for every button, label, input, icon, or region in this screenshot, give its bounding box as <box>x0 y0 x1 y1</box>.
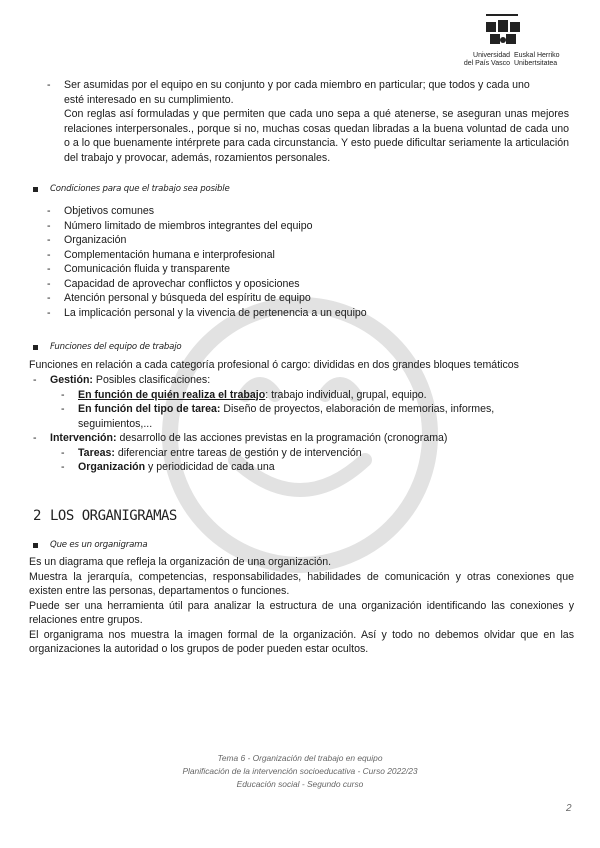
list-item: Complementación humana e interprofesional <box>64 248 275 261</box>
i2-text: y periodicidad de cada una <box>145 461 275 473</box>
footer-line-2: Planificación de la intervención socioeducativa - Curso 2022/23 <box>182 766 418 776</box>
intervencion-sub-item-2 <box>78 460 275 475</box>
list-item: Organización <box>64 234 127 246</box>
list-dash: - <box>33 374 37 386</box>
list-item: Atención personal y búsqueda del espíritu de equipo <box>64 292 311 304</box>
intro-bullet-line2: esté interesado en su cumplimiento. <box>64 93 234 106</box>
list-dash: - <box>61 446 65 459</box>
university-emblem-icon <box>486 18 520 46</box>
organigrama-paragraph-3: Puede ser una herramienta útil para analizar la estructura de una organización identificando las conexiones y relaciones entre grupos. <box>29 599 574 626</box>
intervencion-item <box>50 431 447 446</box>
list-item: Número limitado de miembros integrantes del equipo <box>64 219 313 232</box>
list-dash: - <box>47 306 51 319</box>
intro-bullet-line1: Ser asumidas por el equipo en su conjunto y por cada miembro en particular; que todos y cada uno <box>64 79 530 91</box>
footer-line-3: Educación social - Segundo curso <box>236 779 364 789</box>
logo-text-basque: Euskal Herriko Unibertsitatea <box>514 52 560 67</box>
gestion-item <box>50 373 210 388</box>
list-item: Capacidad de aprovechar conflictos y oposiciones <box>64 277 300 290</box>
i1-text: diferenciar entre tareas de gestión y de intervención <box>114 446 362 459</box>
section-2-title: LOS ORGANIGRAMAS <box>50 508 177 524</box>
list-dash: - <box>47 277 51 290</box>
gestion-label: Gestión: <box>50 374 93 386</box>
list-dash: - <box>47 205 51 217</box>
list-item: Objetivos comunes <box>64 205 155 217</box>
list-dash: - <box>33 432 37 444</box>
funciones-intro: Funciones en relación a cada categoría profesional ó cargo: divididas en dos grandes bloques temáticos <box>29 359 519 371</box>
list-dash: - <box>47 263 51 275</box>
list-dash: - <box>61 388 65 401</box>
funciones-heading: Funciones del equipo de trabajo <box>50 342 182 352</box>
condiciones-heading: Condiciones para que el trabajo sea posible <box>50 184 230 194</box>
organigrama-paragraph-2: Muestra la jerarquía, competencias, responsabilidades, habilidades de comunicación y otras conexiones que existen entre las personas, departamentos o funciones. <box>29 570 574 597</box>
list-dash: - <box>47 292 51 304</box>
logo-text-spanish: Universidad del País Vasco <box>463 52 510 67</box>
i2-label: Organización <box>78 461 146 473</box>
list-dash: - <box>47 219 51 232</box>
list-dash: - <box>61 461 65 473</box>
g2-label: En función del tipo de tarea: <box>78 403 221 415</box>
gestion-text: Posibles clasificaciones: <box>92 374 211 386</box>
organigrama-paragraph-1: Es un diagrama que refleja la organización de una organización. <box>29 556 332 568</box>
i1-label: Tareas: <box>78 446 115 459</box>
intervencion-sub-item-1 <box>78 446 362 461</box>
list-dash: - <box>47 248 51 261</box>
g2-text: Diseño de proyectos, elaboración de memorias, informes, <box>220 403 495 415</box>
list-item: Comunicación fluida y transparente <box>64 263 231 275</box>
gestion-sub-item-1 <box>78 388 427 403</box>
g1-label: En función de quién realiza el trabajo <box>78 388 266 401</box>
organigrama-heading: Que es un organigrama <box>50 540 148 550</box>
intro-paragraph: Con reglas así formuladas y que permiten que cada uno sepa a qué atenerse, se aseguran unas mejores relaciones interpersonales., porque si no, muchas cosas quedan libradas a la buena voluntad de cada uno o a lo que buenamente intérprete para cada circunstancia. Y esto puede dificultar seriamente la articulación del trabajo y provocar, además, rozamientos personales. <box>64 108 569 164</box>
list-dash: - <box>61 403 65 415</box>
section-bullet-icon <box>33 543 38 548</box>
footer-line-1: Tema 6 - Organización del trabajo en equipo <box>217 753 383 763</box>
gestion-sub-item-2 <box>78 402 494 417</box>
section-bullet-icon <box>33 187 38 192</box>
gestion-sub-item-2-continued: seguimientos,... <box>78 417 153 430</box>
section-bullet-icon <box>33 345 38 350</box>
list-dash: - <box>47 234 51 246</box>
intervencion-text: desarrollo de las acciones previstas en la programación (cronograma) <box>116 432 448 444</box>
section-2-number: 2 <box>33 508 41 524</box>
organigrama-paragraph-4: El organigrama nos muestra la imagen formal de la organización. Así y todo no debemos olvidar que en las organizaciones la autoridad o los grupos de poder pueden estar ocultos. <box>29 628 574 655</box>
g1-text: : trabajo individual, grupal, equipo. <box>265 388 427 401</box>
intervencion-label: Intervención: <box>50 432 117 444</box>
list-item: La implicación personal y la vivencia de pertenencia a un equipo <box>64 306 367 319</box>
logo-top-bar <box>486 14 518 16</box>
page-number: 2 <box>566 803 572 814</box>
university-logo <box>456 14 566 74</box>
bullet-dash: - <box>47 79 51 91</box>
